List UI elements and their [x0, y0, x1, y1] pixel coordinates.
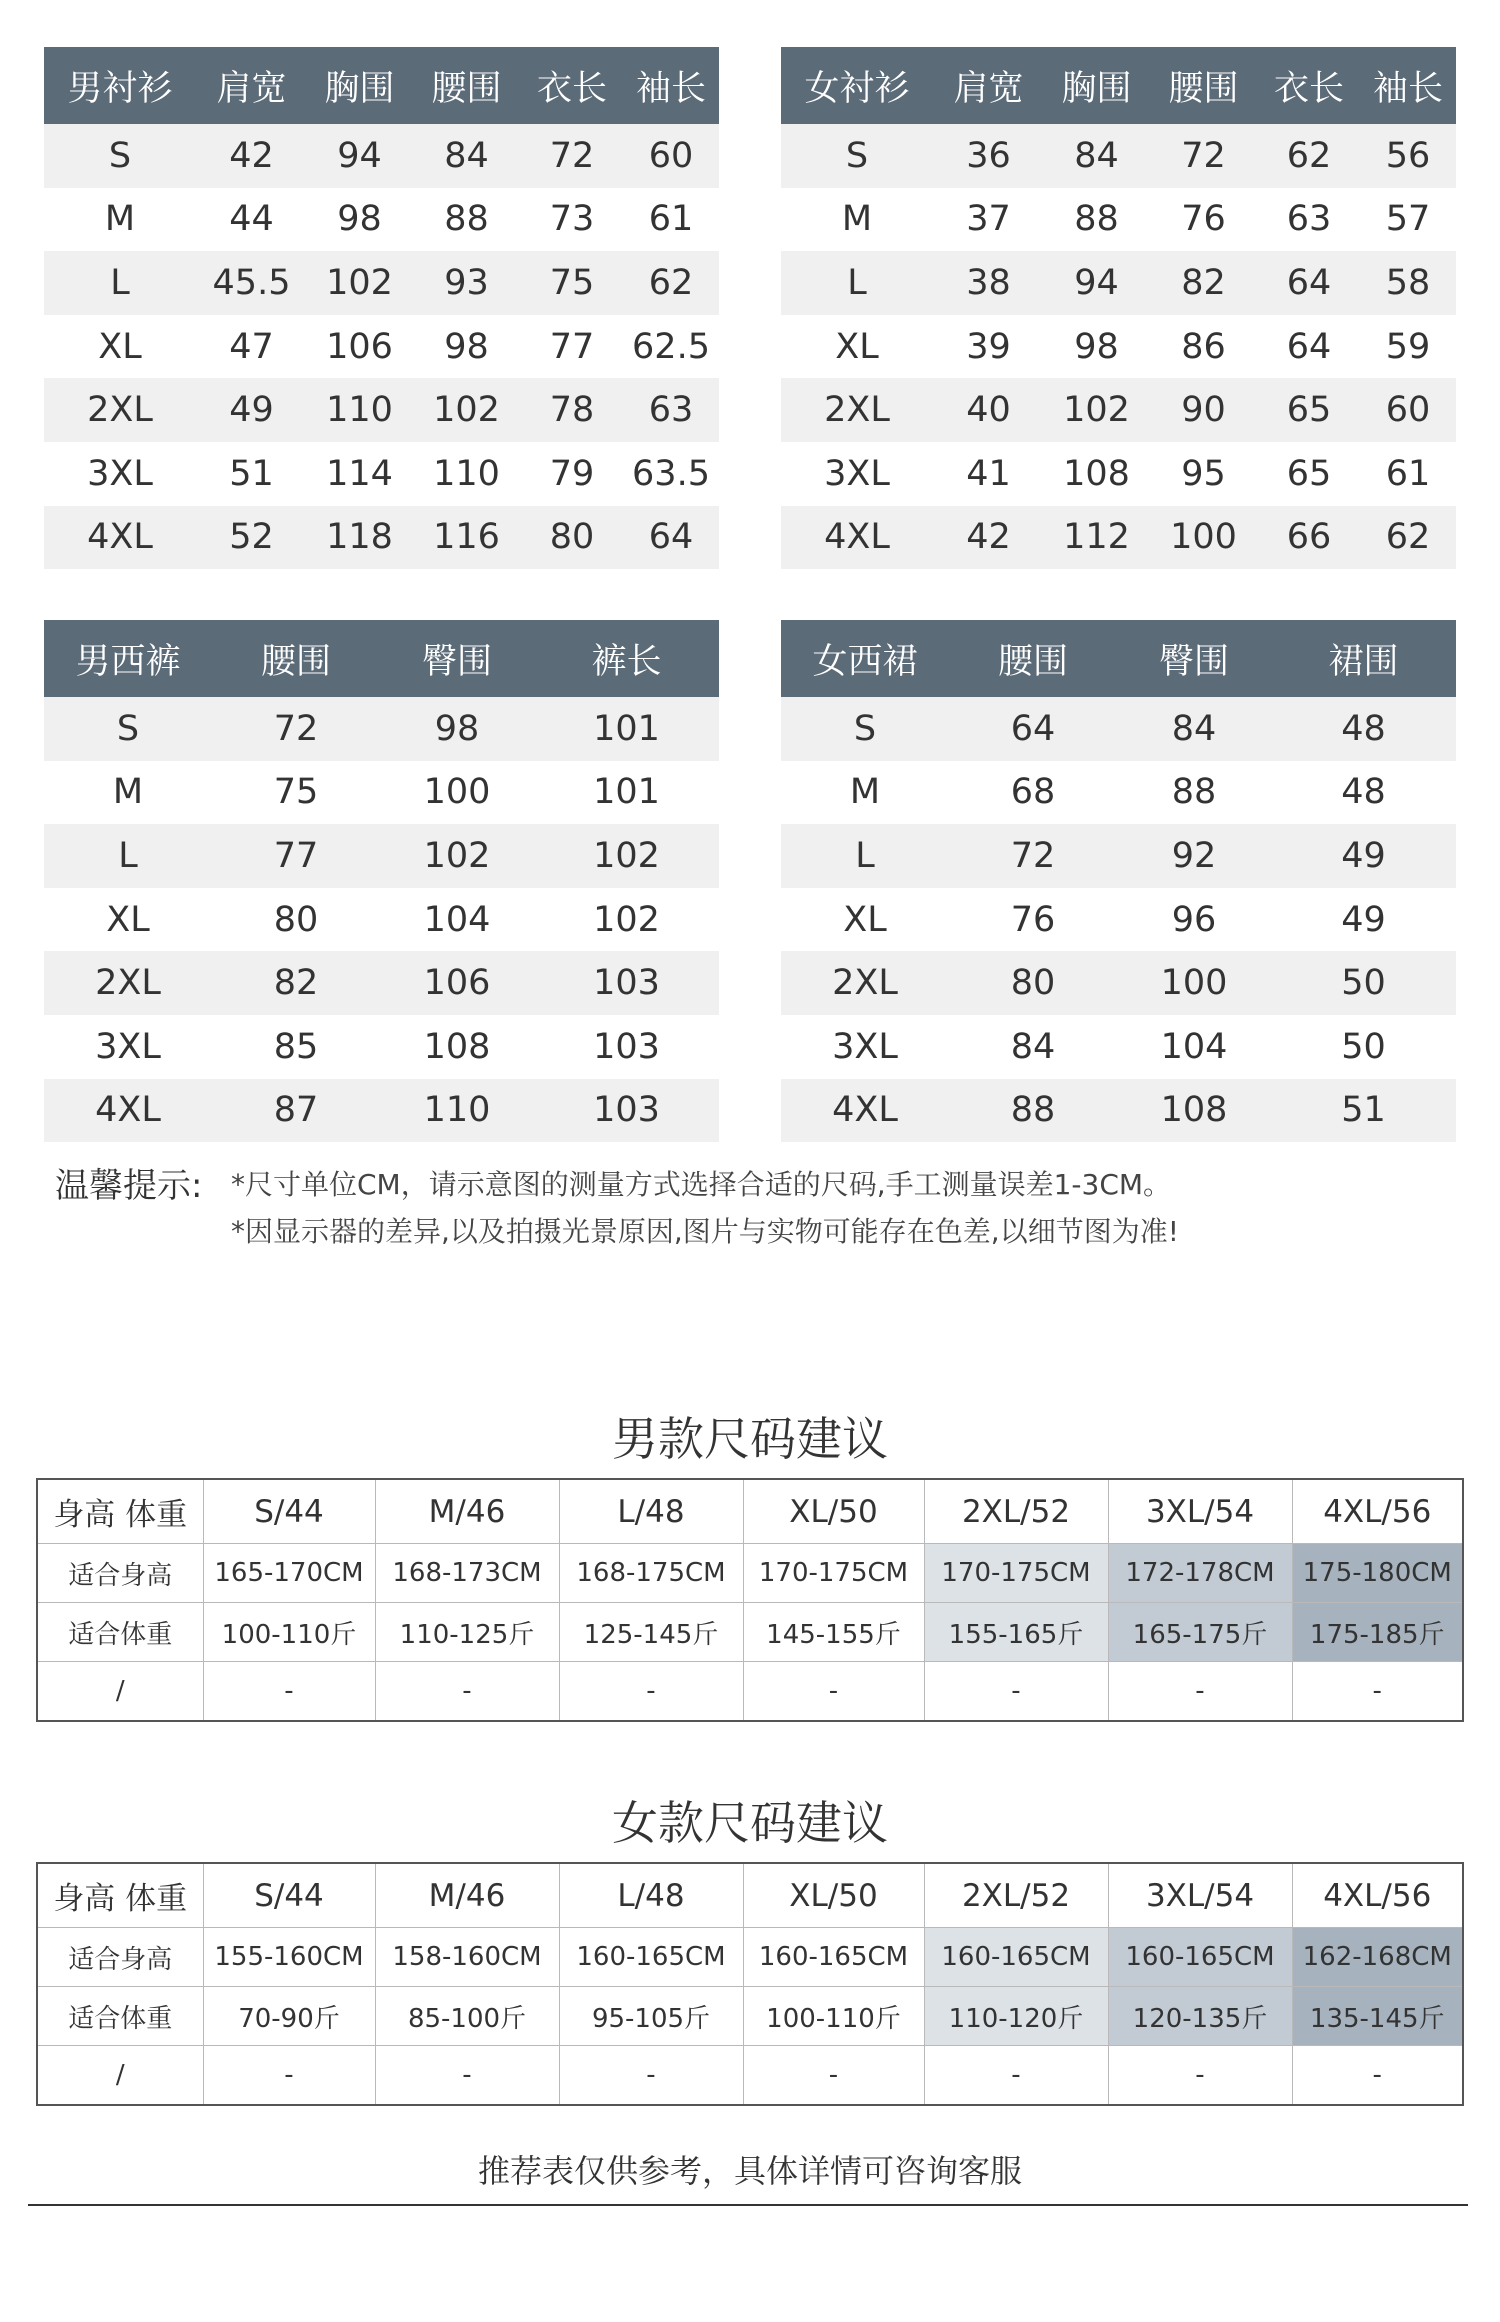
size-value: 50: [1271, 1015, 1456, 1079]
recommend-row-label: 适合体重: [37, 1603, 203, 1662]
recommend-row-label: /: [37, 1662, 203, 1722]
size-value: 49: [196, 378, 307, 442]
size-value: 101: [534, 761, 719, 825]
recommend-value: 160-165CM: [743, 1928, 924, 1987]
size-value: 103: [534, 1079, 719, 1143]
size-value: 108: [1117, 1079, 1271, 1143]
size-value: 56: [1360, 124, 1456, 188]
table-row: [44, 188, 719, 252]
table-row: [781, 761, 1456, 825]
size-label: L: [781, 824, 949, 888]
column-header: 腰围: [949, 620, 1117, 697]
size-value: 73: [521, 188, 623, 252]
size-label: 2XL: [781, 378, 933, 442]
size-value: 63: [1258, 188, 1360, 252]
table-header-row: [44, 620, 719, 697]
size-label: 2XL: [44, 951, 212, 1015]
size-value: 94: [1044, 251, 1149, 315]
size-value: 80: [212, 888, 380, 952]
column-header: 胸围: [1044, 47, 1149, 124]
recommend-value: 110-125斤: [375, 1603, 559, 1662]
recommend-size-header: M/46: [375, 1479, 559, 1544]
recommend-size-header: M/46: [375, 1863, 559, 1928]
recommend-value: 160-165CM: [924, 1928, 1108, 1987]
table-header-row: [781, 47, 1456, 124]
table-row: [781, 251, 1456, 315]
size-label: XL: [44, 315, 196, 379]
table-row: [44, 697, 719, 761]
column-header: 肩宽: [933, 47, 1044, 124]
size-value: 77: [521, 315, 623, 379]
size-value: 64: [1258, 315, 1360, 379]
size-label: M: [44, 761, 212, 825]
footer-divider: [28, 2204, 1468, 2206]
recommend-value: 165-175斤: [1108, 1603, 1292, 1662]
table-row: [44, 315, 719, 379]
column-header: 女衬衫: [781, 47, 933, 124]
recommend-size-header: 3XL/54: [1108, 1863, 1292, 1928]
recommend-row-label: /: [37, 2046, 203, 2106]
recommend-row-label: 身高 体重: [37, 1479, 203, 1544]
size-value: 103: [534, 1015, 719, 1079]
size-value: 36: [933, 124, 1044, 188]
size-value: 102: [1044, 378, 1149, 442]
recommend-value: 95-105斤: [559, 1987, 743, 2046]
column-header: 肩宽: [196, 47, 307, 124]
recommend-value: 135-145斤: [1292, 1987, 1463, 2046]
size-value: 48: [1271, 697, 1456, 761]
size-label: L: [44, 824, 212, 888]
size-value: 110: [380, 1079, 534, 1143]
table-row: [781, 188, 1456, 252]
recommend-size-header: L/48: [559, 1479, 743, 1544]
recommend-value: 85-100斤: [375, 1987, 559, 2046]
size-label: 2XL: [44, 378, 196, 442]
size-value: 37: [933, 188, 1044, 252]
size-value: 82: [1149, 251, 1258, 315]
table-row: [781, 442, 1456, 506]
recommend-size-header: 2XL/52: [924, 1863, 1108, 1928]
column-header: 衣长: [521, 47, 623, 124]
size-value: 84: [1044, 124, 1149, 188]
size-value: 65: [1258, 442, 1360, 506]
table-row: [781, 951, 1456, 1015]
recommend-header-row: [37, 1479, 1463, 1544]
recommend-value: 70-90斤: [203, 1987, 375, 2046]
size-value: 66: [1258, 506, 1360, 570]
recommend-value: -: [559, 2046, 743, 2106]
size-label: L: [44, 251, 196, 315]
recommend-value: 165-170CM: [203, 1544, 375, 1603]
column-header: 男衬衫: [44, 47, 196, 124]
size-value: 108: [1044, 442, 1149, 506]
recommend-value: 162-168CM: [1292, 1928, 1463, 1987]
table-row: [44, 251, 719, 315]
recommend-value: 160-165CM: [559, 1928, 743, 1987]
size-label: XL: [44, 888, 212, 952]
size-value: 96: [1117, 888, 1271, 952]
column-header: 衣长: [1258, 47, 1360, 124]
tip-line-2: *因显示器的差异,以及拍摄光景原因,图片与实物可能存在色差,以细节图为准!: [231, 1215, 1179, 1248]
recommend-row-label: 身高 体重: [37, 1863, 203, 1928]
recommend-value: -: [203, 1662, 375, 1722]
size-value: 62: [1258, 124, 1360, 188]
recommend-value: 110-120斤: [924, 1987, 1108, 2046]
recommend-value: -: [924, 2046, 1108, 2106]
size-value: 110: [307, 378, 412, 442]
recommend-value: 158-160CM: [375, 1928, 559, 1987]
size-label: 2XL: [781, 951, 949, 1015]
recommend-value: -: [743, 1662, 924, 1722]
size-value: 84: [949, 1015, 1117, 1079]
size-value: 80: [949, 951, 1117, 1015]
recommend-row: [37, 1928, 1463, 1987]
size-value: 92: [1117, 824, 1271, 888]
men-shirt-size-table: [44, 47, 719, 569]
recommend-size-header: L/48: [559, 1863, 743, 1928]
table-row: [781, 506, 1456, 570]
size-label: XL: [781, 888, 949, 952]
recommend-value: -: [1108, 2046, 1292, 2106]
column-header: 腰围: [412, 47, 521, 124]
recommend-size-header: XL/50: [743, 1863, 924, 1928]
size-label: S: [44, 124, 196, 188]
size-value: 61: [1360, 442, 1456, 506]
size-value: 39: [933, 315, 1044, 379]
men-recommend-table: [36, 1478, 1464, 1722]
size-value: 86: [1149, 315, 1258, 379]
size-value: 72: [212, 697, 380, 761]
recommend-value: 125-145斤: [559, 1603, 743, 1662]
recommend-value: -: [559, 1662, 743, 1722]
size-label: S: [781, 124, 933, 188]
size-value: 64: [1258, 251, 1360, 315]
recommend-value: -: [203, 2046, 375, 2106]
size-label: 3XL: [44, 1015, 212, 1079]
size-value: 116: [412, 506, 521, 570]
size-value: 110: [412, 442, 521, 506]
footer-note: 推荐表仅供参考，具体详情可咨询客服: [477, 2152, 1022, 2190]
table-row: [781, 124, 1456, 188]
size-value: 100: [380, 761, 534, 825]
column-header: 袖长: [623, 47, 719, 124]
size-value: 63.5: [623, 442, 719, 506]
size-value: 82: [212, 951, 380, 1015]
recommend-value: 175-185斤: [1292, 1603, 1463, 1662]
recommend-size-header: 3XL/54: [1108, 1479, 1292, 1544]
table-row: [44, 378, 719, 442]
size-label: M: [781, 188, 933, 252]
recommend-value: -: [1292, 1662, 1463, 1722]
size-value: 57: [1360, 188, 1456, 252]
size-value: 112: [1044, 506, 1149, 570]
tips-label: 温馨提示:: [55, 1166, 203, 1206]
size-value: 80: [521, 506, 623, 570]
recommend-value: -: [375, 2046, 559, 2106]
column-header: 袖长: [1360, 47, 1456, 124]
table-row: [44, 442, 719, 506]
size-value: 49: [1271, 824, 1456, 888]
size-value: 114: [307, 442, 412, 506]
size-value: 76: [1149, 188, 1258, 252]
size-value: 64: [623, 506, 719, 570]
recommend-row: [37, 1603, 1463, 1662]
table-header-row: [781, 620, 1456, 697]
size-value: 60: [623, 124, 719, 188]
recommend-value: 175-180CM: [1292, 1544, 1463, 1603]
size-value: 61: [623, 188, 719, 252]
size-value: 118: [307, 506, 412, 570]
size-value: 60: [1360, 378, 1456, 442]
size-value: 49: [1271, 888, 1456, 952]
size-value: 106: [380, 951, 534, 1015]
size-label: 4XL: [781, 1079, 949, 1143]
recommend-value: -: [924, 1662, 1108, 1722]
recommend-row-label: 适合身高: [37, 1928, 203, 1987]
size-label: S: [781, 697, 949, 761]
women-shirt-size-table: [781, 47, 1456, 569]
recommend-row-label: 适合身高: [37, 1544, 203, 1603]
size-value: 45.5: [196, 251, 307, 315]
size-label: 4XL: [44, 1079, 212, 1143]
size-value: 72: [521, 124, 623, 188]
size-value: 62: [1360, 506, 1456, 570]
recommend-header-row: [37, 1863, 1463, 1928]
table-row: [781, 824, 1456, 888]
size-value: 102: [534, 888, 719, 952]
size-value: 88: [1044, 188, 1149, 252]
recommend-size-header: 4XL/56: [1292, 1863, 1463, 1928]
size-label: M: [44, 188, 196, 252]
table-header-row: [44, 47, 719, 124]
size-label: M: [781, 761, 949, 825]
table-row: [44, 888, 719, 952]
size-value: 63: [623, 378, 719, 442]
men-recommend-title: 男款尺码建议: [612, 1412, 888, 1466]
size-value: 76: [949, 888, 1117, 952]
column-header: 臀围: [380, 620, 534, 697]
recommend-value: 100-110斤: [203, 1603, 375, 1662]
size-value: 98: [1044, 315, 1149, 379]
recommend-value: 160-165CM: [1108, 1928, 1292, 1987]
recommend-value: -: [743, 2046, 924, 2106]
size-label: 4XL: [44, 506, 196, 570]
size-value: 38: [933, 251, 1044, 315]
size-value: 72: [1149, 124, 1258, 188]
table-row: [44, 761, 719, 825]
size-value: 47: [196, 315, 307, 379]
table-row: [44, 124, 719, 188]
size-value: 100: [1117, 951, 1271, 1015]
recommend-size-header: 4XL/56: [1292, 1479, 1463, 1544]
size-value: 102: [534, 824, 719, 888]
recommend-value: -: [1292, 2046, 1463, 2106]
table-row: [44, 824, 719, 888]
table-row: [44, 951, 719, 1015]
table-row: [44, 1079, 719, 1143]
size-value: 48: [1271, 761, 1456, 825]
size-value: 78: [521, 378, 623, 442]
size-value: 106: [307, 315, 412, 379]
table-row: [781, 1079, 1456, 1143]
recommend-value: 145-155斤: [743, 1603, 924, 1662]
size-value: 101: [534, 697, 719, 761]
size-value: 95: [1149, 442, 1258, 506]
size-value: 98: [380, 697, 534, 761]
recommend-size-header: XL/50: [743, 1479, 924, 1544]
size-value: 52: [196, 506, 307, 570]
size-value: 103: [534, 951, 719, 1015]
size-value: 68: [949, 761, 1117, 825]
women-recommend-table: [36, 1862, 1464, 2106]
size-value: 75: [212, 761, 380, 825]
table-row: [781, 378, 1456, 442]
recommend-value: -: [1108, 1662, 1292, 1722]
size-value: 98: [412, 315, 521, 379]
recommend-row: [37, 1662, 1463, 1722]
size-value: 44: [196, 188, 307, 252]
size-value: 100: [1149, 506, 1258, 570]
recommend-size-header: S/44: [203, 1863, 375, 1928]
column-header: 男西裤: [44, 620, 212, 697]
women-skirt-size-table: [781, 620, 1456, 1142]
size-value: 87: [212, 1079, 380, 1143]
size-value: 62.5: [623, 315, 719, 379]
table-row: [781, 888, 1456, 952]
size-value: 72: [949, 824, 1117, 888]
size-label: XL: [781, 315, 933, 379]
recommend-row: [37, 2046, 1463, 2106]
recommend-row: [37, 1544, 1463, 1603]
size-value: 94: [307, 124, 412, 188]
recommend-size-header: S/44: [203, 1479, 375, 1544]
size-value: 104: [1117, 1015, 1271, 1079]
size-label: L: [781, 251, 933, 315]
table-row: [44, 506, 719, 570]
size-value: 102: [412, 378, 521, 442]
column-header: 裙围: [1271, 620, 1456, 697]
recommend-size-header: 2XL/52: [924, 1479, 1108, 1544]
size-value: 98: [307, 188, 412, 252]
table-row: [781, 315, 1456, 379]
size-value: 77: [212, 824, 380, 888]
size-value: 79: [521, 442, 623, 506]
size-value: 59: [1360, 315, 1456, 379]
size-label: 3XL: [781, 442, 933, 506]
size-value: 51: [196, 442, 307, 506]
recommend-value: 168-173CM: [375, 1544, 559, 1603]
women-recommend-title: 女款尺码建议: [612, 1796, 888, 1850]
tip-line-1: *尺寸单位CM，请示意图的测量方式选择合适的尺码,手工测量误差1-3CM。: [231, 1168, 1172, 1201]
size-label: 4XL: [781, 506, 933, 570]
size-value: 85: [212, 1015, 380, 1079]
recommend-value: 170-175CM: [924, 1544, 1108, 1603]
column-header: 女西裙: [781, 620, 949, 697]
size-value: 88: [1117, 761, 1271, 825]
size-value: 108: [380, 1015, 534, 1079]
size-value: 58: [1360, 251, 1456, 315]
column-header: 裤长: [534, 620, 719, 697]
recommend-value: 155-160CM: [203, 1928, 375, 1987]
size-value: 41: [933, 442, 1044, 506]
size-value: 93: [412, 251, 521, 315]
size-label: S: [44, 697, 212, 761]
table-row: [44, 1015, 719, 1079]
column-header: 胸围: [307, 47, 412, 124]
size-label: 3XL: [44, 442, 196, 506]
recommend-value: 168-175CM: [559, 1544, 743, 1603]
men-pants-size-table: [44, 620, 719, 1142]
size-value: 51: [1271, 1079, 1456, 1143]
size-value: 40: [933, 378, 1044, 442]
recommend-value: 155-165斤: [924, 1603, 1108, 1662]
size-value: 65: [1258, 378, 1360, 442]
size-value: 90: [1149, 378, 1258, 442]
column-header: 臀围: [1117, 620, 1271, 697]
size-value: 84: [412, 124, 521, 188]
size-value: 42: [196, 124, 307, 188]
size-value: 102: [380, 824, 534, 888]
recommend-row: [37, 1987, 1463, 2046]
recommend-value: -: [375, 1662, 559, 1722]
column-header: 腰围: [212, 620, 380, 697]
table-row: [781, 1015, 1456, 1079]
size-value: 104: [380, 888, 534, 952]
recommend-value: 120-135斤: [1108, 1987, 1292, 2046]
size-value: 75: [521, 251, 623, 315]
recommend-value: 170-175CM: [743, 1544, 924, 1603]
size-value: 102: [307, 251, 412, 315]
size-value: 88: [949, 1079, 1117, 1143]
size-value: 42: [933, 506, 1044, 570]
column-header: 腰围: [1149, 47, 1258, 124]
size-label: 3XL: [781, 1015, 949, 1079]
size-value: 88: [412, 188, 521, 252]
size-value: 62: [623, 251, 719, 315]
size-value: 84: [1117, 697, 1271, 761]
recommend-value: 172-178CM: [1108, 1544, 1292, 1603]
size-value: 50: [1271, 951, 1456, 1015]
size-value: 64: [949, 697, 1117, 761]
recommend-value: 100-110斤: [743, 1987, 924, 2046]
recommend-row-label: 适合体重: [37, 1987, 203, 2046]
table-row: [781, 697, 1456, 761]
